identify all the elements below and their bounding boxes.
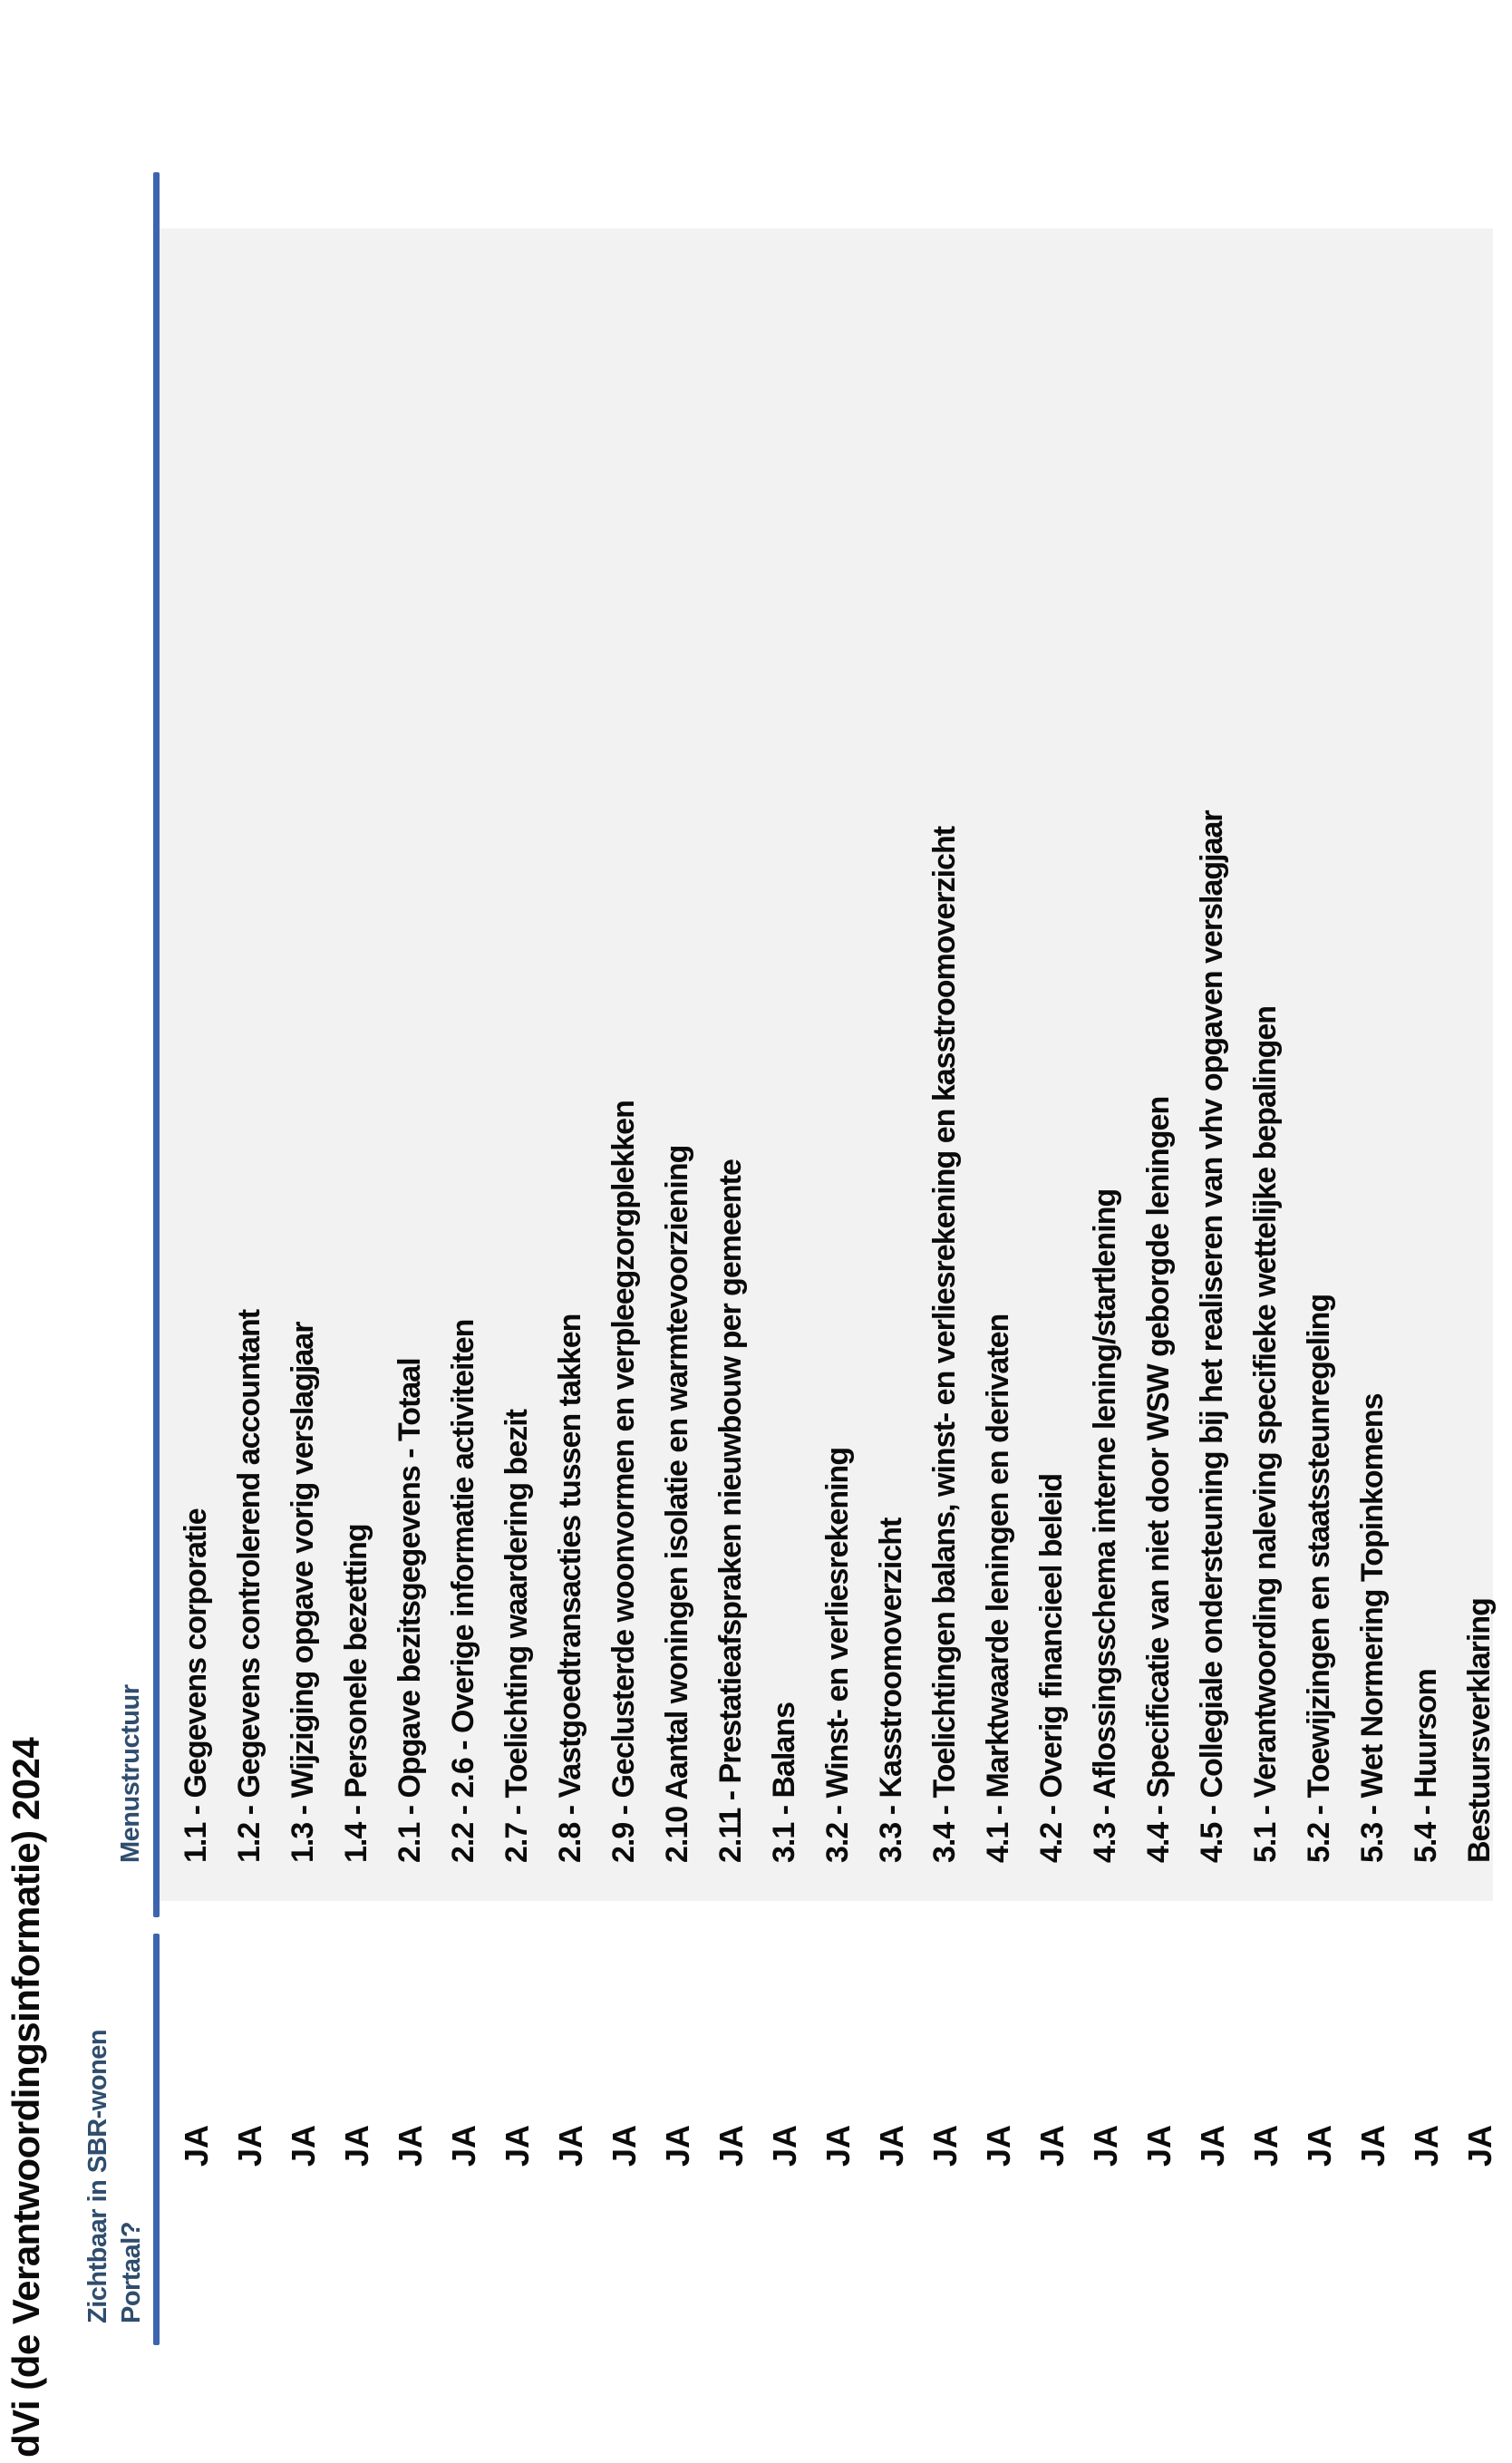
- menu-item-label: 2.7 - Toelichting waardering bezit: [499, 1409, 534, 1863]
- visibility-value: JA: [1460, 2124, 1498, 2167]
- visibility-value: JA: [926, 2124, 964, 2167]
- menu-item-label: 2.2 - 2.6 - Overige informatie activiteiten: [446, 1319, 480, 1863]
- menu-item-label: 2.9 - Geclusterde woonvormen en verpleegzorgplekken: [606, 1101, 641, 1863]
- visibility-value: JA: [1086, 2124, 1124, 2167]
- menu-item-label: 4.2 - Overig financieel beleid: [1034, 1473, 1069, 1863]
- menu-item-label: 2.8 - Vastgoedtransacties tussen takken: [553, 1314, 587, 1863]
- menu-item-label: 4.3 - Aflossingsschema interne lening/startlening: [1088, 1188, 1122, 1863]
- header-rule-menu-column: [153, 172, 160, 1917]
- menu-item-label: 2.11 - Prestatieafspraken nieuwbouw per gemeente: [713, 1159, 748, 1863]
- visibility-value: JA: [230, 2124, 268, 2167]
- menu-item-label: 4.5 - Collegiale ondersteuning bij het realiseren van vhv opgaven verslagjaar: [1195, 810, 1229, 1863]
- visibility-value: JA: [1300, 2124, 1338, 2167]
- column-header-visibility-line2: Portaal?: [117, 2221, 146, 2323]
- visibility-value: JA: [177, 2124, 215, 2167]
- visibility-value: JA: [284, 2124, 322, 2167]
- menu-item-label: 3.3 - Kasstroomoverzicht: [874, 1518, 908, 1863]
- menu-item-label: Bestuursverklaring: [1462, 1598, 1497, 1863]
- column-header-visibility-line1: Zichtbaar in SBR-wonen: [83, 2029, 112, 2323]
- visibility-value: JA: [1193, 2124, 1231, 2167]
- visibility-value: JA: [819, 2124, 857, 2167]
- visibility-value: JA: [605, 2124, 643, 2167]
- visibility-value: JA: [872, 2124, 910, 2167]
- menu-item-label: 5.3 - Wet Normering Topinkomens: [1355, 1393, 1390, 1863]
- menu-item-label: 2.10 Aantal woningen isolatie en warmtevoorziening: [660, 1145, 694, 1863]
- visibility-value: JA: [444, 2124, 482, 2167]
- menu-item-label: 4.1 - Marktwaarde leningen en derivaten: [981, 1314, 1015, 1863]
- menu-item-label: 1.3 - Wijziging opgave vorig verslagjaar: [286, 1322, 320, 1863]
- visibility-value: JA: [1407, 2124, 1445, 2167]
- menu-item-label: 1.1 - Gegevens corporatie: [179, 1508, 213, 1863]
- visibility-value: JA: [337, 2124, 375, 2167]
- column-header-visibility: [82, 2030, 149, 2323]
- column-header-menu: Menustructuur: [116, 1684, 145, 1863]
- visibility-value: JA: [1139, 2124, 1178, 2167]
- visibility-value: JA: [1246, 2124, 1284, 2167]
- visibility-value: JA: [1032, 2124, 1071, 2167]
- header-rule-visibility-column: [153, 1934, 160, 2345]
- visibility-value: JA: [498, 2124, 536, 2167]
- visibility-value: JA: [712, 2124, 750, 2167]
- visibility-value: JA: [1353, 2124, 1391, 2167]
- visibility-value: JA: [391, 2124, 429, 2167]
- menu-item-label: 1.4 - Personele bezetting: [339, 1524, 373, 1863]
- visibility-value: JA: [658, 2124, 696, 2167]
- visibility-value: JA: [979, 2124, 1017, 2167]
- menu-item-label: 2.1 - Opgave bezitsgegevens - Totaal: [393, 1358, 427, 1863]
- menu-item-label: 3.4 - Toelichtingen balans, winst- en verliesrekening en kasstroomoverzicht: [927, 826, 962, 1863]
- menu-item-label: 1.2 - Gegevens controlerend accountant: [232, 1309, 267, 1863]
- menu-item-label: 5.4 - Huursom: [1409, 1669, 1443, 1863]
- menu-column: [170, 141, 1507, 1863]
- menu-item-label: 5.2 - Toewijzingen en staatssteunregeling: [1302, 1294, 1336, 1863]
- menu-item-label: 3.1 - Balans: [767, 1702, 801, 1863]
- visibility-value: JA: [765, 2124, 803, 2167]
- menu-item-label: 4.4 - Specificatie van niet door WSW geborgde leningen: [1141, 1096, 1176, 1863]
- visibility-value: JA: [551, 2124, 589, 2167]
- page-title: dVi (de Verantwoordingsinformatie) 2024: [5, 1737, 47, 2458]
- menu-item-label: 3.2 - Winst- en verliesrekening: [820, 1447, 855, 1863]
- menu-item-label: 5.1 - Verantwoording naleving specifieke wettelijke bepalingen: [1248, 1005, 1283, 1863]
- visibility-column: [170, 1946, 1507, 2345]
